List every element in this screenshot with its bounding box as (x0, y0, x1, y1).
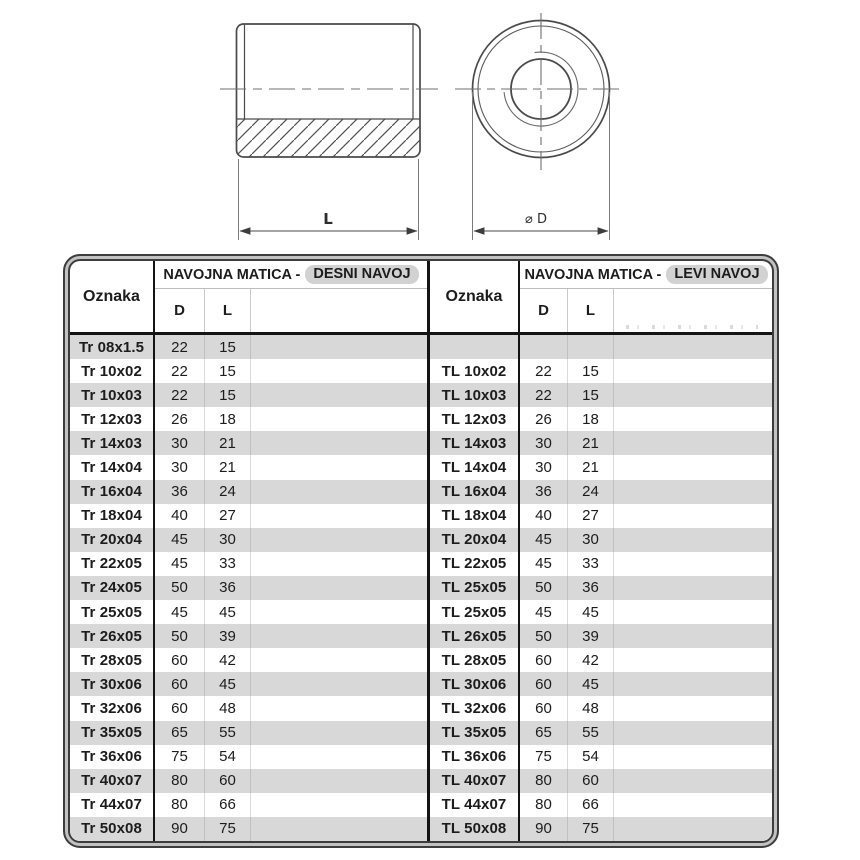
cell-blank (251, 793, 427, 817)
cell-blank (251, 769, 427, 793)
cell-d: 22 (155, 335, 205, 359)
table-row (70, 696, 427, 720)
cell-l: 75 (205, 817, 251, 841)
cell-l: 21 (568, 455, 614, 479)
cell-l: 60 (568, 769, 614, 793)
cell-blank (614, 431, 772, 455)
table-title-text: NAVOJNA MATICA - (163, 266, 301, 283)
cell-l: 36 (205, 576, 251, 600)
cell-blank (251, 528, 427, 552)
table-row (70, 407, 427, 431)
cell-d: 60 (155, 648, 205, 672)
table-row (430, 455, 772, 479)
table-row (430, 696, 772, 720)
table-row (70, 745, 427, 769)
table-row (70, 648, 427, 672)
cell-d: 45 (520, 552, 568, 576)
cell-d: 75 (155, 745, 205, 769)
cell-blank (251, 552, 427, 576)
cell-oznaka: Tr 24x05 (70, 576, 155, 600)
cell-blank (251, 407, 427, 431)
cell-oznaka: TL 25x05 (430, 600, 520, 624)
cell-oznaka: Tr 14x03 (70, 431, 155, 455)
cell-blank (251, 817, 427, 841)
cell-blank (251, 576, 427, 600)
table-row (70, 817, 427, 841)
cell-blank (614, 696, 772, 720)
cell-blank (614, 672, 772, 696)
technical-drawing (0, 0, 860, 252)
cell-l: 54 (568, 745, 614, 769)
cell-blank (614, 359, 772, 383)
table-row (430, 624, 772, 648)
table-row (430, 769, 772, 793)
cell-blank (614, 600, 772, 624)
table-row (70, 383, 427, 407)
cell-d: 60 (155, 672, 205, 696)
cell-d: 30 (155, 431, 205, 455)
table-row (70, 480, 427, 504)
cell-d: 90 (155, 817, 205, 841)
column-header-blank (251, 289, 427, 332)
cell-blank (251, 480, 427, 504)
cell-l: 15 (205, 335, 251, 359)
table-row (70, 504, 427, 528)
table-half-levi-navoj (427, 261, 772, 841)
table-row (70, 672, 427, 696)
cell-oznaka: TL 32x06 (430, 696, 520, 720)
table-row (70, 624, 427, 648)
table-row (70, 600, 427, 624)
cell-blank (614, 769, 772, 793)
table-row (430, 504, 772, 528)
cell-blank (614, 335, 772, 359)
cell-l: 45 (205, 672, 251, 696)
cell-d: 50 (520, 624, 568, 648)
cell-d: 60 (520, 696, 568, 720)
cell-d: 45 (520, 528, 568, 552)
column-header-l: L (205, 289, 251, 332)
cell-oznaka: TL 14x04 (430, 455, 520, 479)
cell-blank (251, 335, 427, 359)
rows-right (430, 335, 772, 841)
cell-d: 45 (155, 552, 205, 576)
faded-text-artifact (626, 325, 758, 329)
table-row (70, 552, 427, 576)
cell-l: 15 (205, 359, 251, 383)
hatch-band (237, 120, 421, 158)
cell-l: 45 (568, 672, 614, 696)
cell-d (520, 335, 568, 359)
table-row (430, 721, 772, 745)
cell-l: 24 (568, 480, 614, 504)
cell-oznaka: TL 35x05 (430, 721, 520, 745)
table-header-right (430, 261, 772, 335)
cell-l: 66 (568, 793, 614, 817)
cell-blank (251, 721, 427, 745)
cell-d: 30 (520, 455, 568, 479)
cell-d: 80 (520, 793, 568, 817)
cell-l: 18 (568, 407, 614, 431)
cell-d: 80 (155, 769, 205, 793)
cell-l: 39 (568, 624, 614, 648)
cell-blank (251, 745, 427, 769)
cell-l: 48 (205, 696, 251, 720)
table-row (70, 721, 427, 745)
cell-d: 40 (155, 504, 205, 528)
table-row (70, 528, 427, 552)
cell-l: 66 (205, 793, 251, 817)
table-row (430, 648, 772, 672)
table-title-right (520, 261, 772, 289)
cell-d: 65 (155, 721, 205, 745)
cell-d: 22 (520, 383, 568, 407)
cell-blank (614, 721, 772, 745)
cell-oznaka: TL 20x04 (430, 528, 520, 552)
cell-l: 42 (205, 648, 251, 672)
cell-blank (614, 455, 772, 479)
cell-l: 21 (205, 431, 251, 455)
cell-blank (614, 817, 772, 841)
cell-blank (251, 696, 427, 720)
cell-d: 30 (155, 455, 205, 479)
cell-oznaka: TL 18x04 (430, 504, 520, 528)
column-header-l: L (568, 289, 614, 332)
column-header-oznaka: Oznaka (430, 261, 520, 332)
table-header-left (70, 261, 427, 335)
cell-l: 30 (205, 528, 251, 552)
cell-oznaka: Tr 20x04 (70, 528, 155, 552)
cell-l: 15 (568, 383, 614, 407)
cell-oznaka: Tr 08x1.5 (70, 335, 155, 359)
table-row (430, 480, 772, 504)
cell-d: 26 (155, 407, 205, 431)
table-title-highlight: DESNI NAVOJ (305, 265, 418, 284)
cell-oznaka: Tr 44x07 (70, 793, 155, 817)
cell-blank (614, 576, 772, 600)
cell-oznaka: Tr 26x05 (70, 624, 155, 648)
cell-l: 75 (568, 817, 614, 841)
cell-blank (614, 480, 772, 504)
cell-l: 24 (205, 480, 251, 504)
cell-l: 18 (205, 407, 251, 431)
cell-oznaka: Tr 10x02 (70, 359, 155, 383)
front-view-drawing (455, 13, 624, 240)
cell-d: 50 (520, 576, 568, 600)
column-header-blank (614, 289, 772, 332)
table-row (70, 431, 427, 455)
dimension-label-diameter: ⌀ D (525, 212, 547, 227)
cell-d: 65 (520, 721, 568, 745)
table-row (430, 383, 772, 407)
cell-l: 60 (205, 769, 251, 793)
cell-l: 30 (568, 528, 614, 552)
table-row (430, 576, 772, 600)
cell-oznaka: Tr 35x05 (70, 721, 155, 745)
table-title-highlight: LEVI NAVOJ (666, 265, 767, 284)
table-row (70, 359, 427, 383)
column-header-oznaka: Oznaka (70, 261, 155, 332)
cell-oznaka: TL 26x05 (430, 624, 520, 648)
cell-l: 21 (568, 431, 614, 455)
table-row (430, 407, 772, 431)
cell-oznaka: TL 10x02 (430, 359, 520, 383)
table-title-left (155, 261, 427, 289)
cell-blank (251, 359, 427, 383)
cell-d: 90 (520, 817, 568, 841)
dimension-label-l: L (323, 210, 333, 228)
cell-d: 36 (155, 480, 205, 504)
cell-d: 80 (155, 793, 205, 817)
cell-oznaka: Tr 50x08 (70, 817, 155, 841)
cell-l: 39 (205, 624, 251, 648)
cell-d: 60 (155, 696, 205, 720)
cell-blank (251, 383, 427, 407)
cell-blank (251, 672, 427, 696)
rows-left (70, 335, 427, 841)
cell-oznaka: Tr 12x03 (70, 407, 155, 431)
cell-l: 45 (568, 600, 614, 624)
cell-d: 45 (155, 528, 205, 552)
table-row (430, 600, 772, 624)
table-row (70, 769, 427, 793)
cell-oznaka: Tr 40x07 (70, 769, 155, 793)
cell-d: 30 (520, 431, 568, 455)
cell-oznaka: TL 50x08 (430, 817, 520, 841)
table-row (430, 672, 772, 696)
cell-l: 55 (205, 721, 251, 745)
cell-l: 15 (205, 383, 251, 407)
cell-oznaka (430, 335, 520, 359)
cell-oznaka: Tr 32x06 (70, 696, 155, 720)
cell-blank (614, 407, 772, 431)
column-header-d: D (520, 289, 568, 332)
table (70, 261, 772, 841)
column-header-d: D (155, 289, 205, 332)
cell-oznaka: TL 25x05 (430, 576, 520, 600)
cell-oznaka: TL 10x03 (430, 383, 520, 407)
cell-blank (614, 624, 772, 648)
table-row (430, 335, 772, 359)
cell-d: 45 (520, 600, 568, 624)
cell-d: 60 (520, 648, 568, 672)
cell-oznaka: TL 14x03 (430, 431, 520, 455)
table-row (430, 793, 772, 817)
cell-blank (614, 552, 772, 576)
cell-oznaka: TL 28x05 (430, 648, 520, 672)
cell-d: 80 (520, 769, 568, 793)
cell-blank (251, 624, 427, 648)
cell-blank (614, 504, 772, 528)
cell-blank (251, 455, 427, 479)
cell-blank (614, 745, 772, 769)
cell-l: 48 (568, 696, 614, 720)
cell-blank (251, 600, 427, 624)
cell-d: 75 (520, 745, 568, 769)
table-row (70, 455, 427, 479)
cell-l: 42 (568, 648, 614, 672)
cell-l: 36 (568, 576, 614, 600)
cell-l (568, 335, 614, 359)
cell-blank (614, 383, 772, 407)
cell-l: 54 (205, 745, 251, 769)
cell-l: 33 (568, 552, 614, 576)
cell-d: 50 (155, 624, 205, 648)
cell-d: 50 (155, 576, 205, 600)
cell-l: 27 (205, 504, 251, 528)
cell-blank (251, 431, 427, 455)
cell-d: 60 (520, 672, 568, 696)
table-row (430, 552, 772, 576)
cell-d: 22 (155, 359, 205, 383)
cell-oznaka: TL 12x03 (430, 407, 520, 431)
table-frame (63, 254, 779, 848)
cell-d: 45 (155, 600, 205, 624)
table-row (70, 335, 427, 359)
cell-oznaka: Tr 30x06 (70, 672, 155, 696)
cell-l: 33 (205, 552, 251, 576)
cell-oznaka: Tr 36x06 (70, 745, 155, 769)
cell-oznaka: Tr 10x03 (70, 383, 155, 407)
cell-d: 22 (155, 383, 205, 407)
cell-l: 15 (568, 359, 614, 383)
cell-blank (251, 504, 427, 528)
cell-oznaka: TL 22x05 (430, 552, 520, 576)
cell-d: 26 (520, 407, 568, 431)
cell-oznaka: TL 44x07 (430, 793, 520, 817)
table-row (430, 359, 772, 383)
cell-oznaka: Tr 22x05 (70, 552, 155, 576)
cell-l: 21 (205, 455, 251, 479)
cell-l: 45 (205, 600, 251, 624)
cell-oznaka: Tr 14x04 (70, 455, 155, 479)
table-row (430, 745, 772, 769)
cell-oznaka: Tr 25x05 (70, 600, 155, 624)
cell-blank (614, 648, 772, 672)
cell-l: 55 (568, 721, 614, 745)
cell-oznaka: Tr 28x05 (70, 648, 155, 672)
side-view-drawing (220, 24, 438, 240)
cell-oznaka: Tr 18x04 (70, 504, 155, 528)
table-title-text: NAVOJNA MATICA - (524, 266, 662, 283)
table-row (430, 817, 772, 841)
cell-d: 40 (520, 504, 568, 528)
cell-blank (614, 793, 772, 817)
cell-oznaka: TL 36x06 (430, 745, 520, 769)
table-row (70, 576, 427, 600)
cell-oznaka: Tr 16x04 (70, 480, 155, 504)
cell-oznaka: TL 40x07 (430, 769, 520, 793)
table-half-desni-navoj (70, 261, 427, 841)
cell-blank (251, 648, 427, 672)
table-row (430, 431, 772, 455)
cell-d: 22 (520, 359, 568, 383)
table-row (70, 793, 427, 817)
cell-d: 36 (520, 480, 568, 504)
cell-oznaka: TL 16x04 (430, 480, 520, 504)
table-row (430, 528, 772, 552)
cell-l: 27 (568, 504, 614, 528)
cell-blank (614, 528, 772, 552)
cell-oznaka: TL 30x06 (430, 672, 520, 696)
